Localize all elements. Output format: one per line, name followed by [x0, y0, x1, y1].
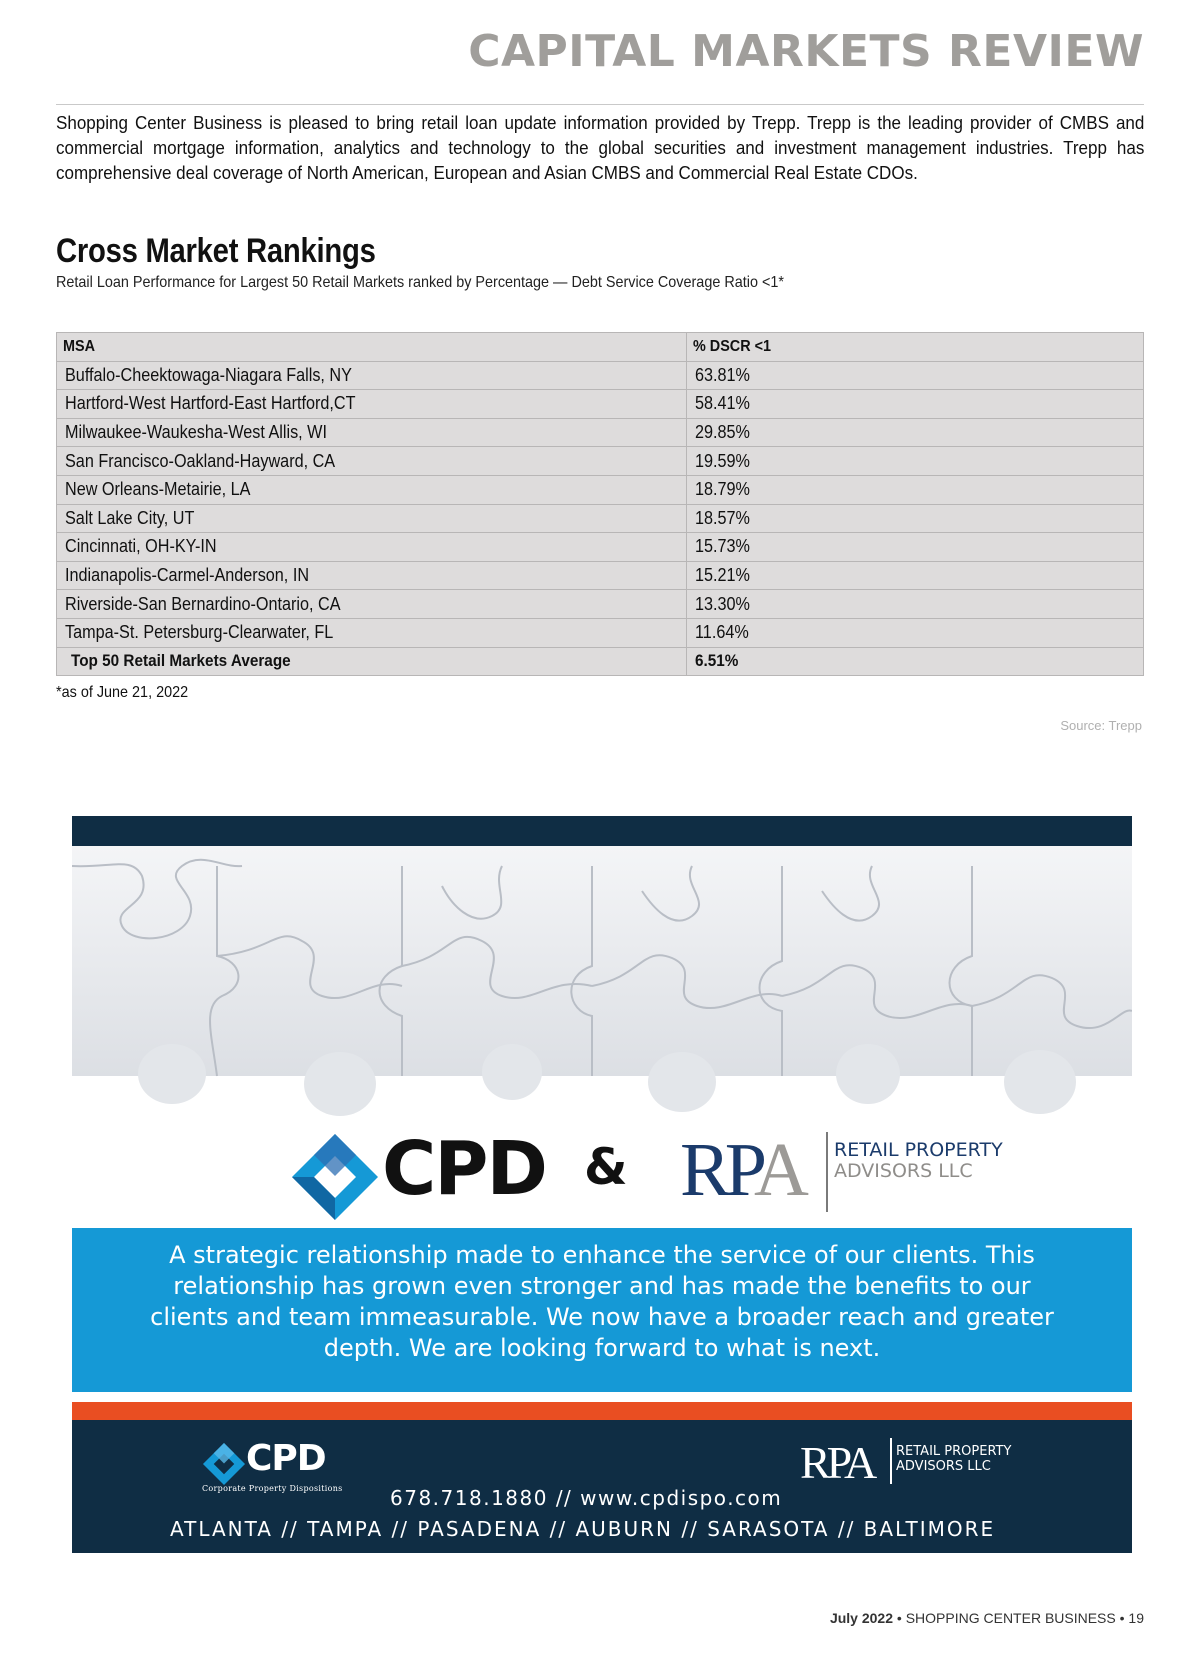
cpd-diamond-logo-icon — [290, 1132, 380, 1222]
average-label-cell: Top 50 Retail Markets Average — [57, 647, 687, 676]
cpd-wordmark: CPD — [382, 1126, 546, 1212]
average-row — [57, 647, 1144, 676]
ampersand: & — [584, 1138, 628, 1196]
msa-cell: Indianapolis-Carmel-Anderson, IN — [57, 561, 687, 590]
rpa-small-logo-mark: RPA — [800, 1437, 874, 1488]
header-divider — [56, 104, 1144, 105]
msa-cell: Riverside-San Bernardino-Ontario, CA — [57, 590, 687, 619]
cpd-small-tagline: Corporate Property Dispositions — [202, 1484, 343, 1493]
dscr-cell: 13.30% — [687, 590, 1144, 619]
source-credit: Source: Trepp — [1060, 718, 1142, 733]
dscr-cell: 18.57% — [687, 504, 1144, 533]
contact-line[interactable]: 678.718.1880 // www.cpdispo.com — [390, 1486, 783, 1510]
column-header-msa: MSA — [57, 333, 687, 362]
msa-cell: Cincinnati, OH-KY-IN — [57, 533, 687, 562]
table-row — [57, 590, 1144, 619]
rankings-table — [56, 332, 1144, 676]
msa-cell: Tampa-St. Petersburg-Clearwater, FL — [57, 618, 687, 647]
issue-date: July 2022 — [829, 1610, 894, 1626]
msa-cell: Salt Lake City, UT — [57, 504, 687, 533]
table-row — [57, 390, 1144, 419]
partner-logos — [72, 1112, 1132, 1242]
msa-cell: Hartford-West Hartford-East Hartford,CT — [57, 390, 687, 419]
ad-contact-panel — [72, 1420, 1132, 1553]
ad-top-bar — [72, 816, 1132, 846]
dscr-cell: 11.64% — [687, 618, 1144, 647]
cpd-diamond-small-icon — [202, 1442, 246, 1486]
table-row — [57, 418, 1144, 447]
dscr-cell: 58.41% — [687, 390, 1144, 419]
table-row — [57, 475, 1144, 504]
rankings-subtitle: Retail Loan Performance for Largest 50 Retail Markets ranked by Percentage — Debt Service Coverage Ratio <1* — [56, 274, 784, 291]
column-header-dscr: % DSCR <1 — [687, 333, 1144, 362]
rpa-logo-mark: RPA — [680, 1128, 803, 1212]
table-row — [57, 618, 1144, 647]
msa-cell: Milwaukee-Waukesha-West Allis, WI — [57, 418, 687, 447]
publication-and-page: • SHOPPING CENTER BUSINESS • 19 — [893, 1610, 1144, 1626]
page-footer — [830, 1610, 1144, 1626]
table-row — [57, 361, 1144, 390]
dscr-cell: 29.85% — [687, 418, 1144, 447]
table-row — [57, 447, 1144, 476]
rankings-title: Cross Market Rankings — [56, 232, 376, 270]
office-cities: ATLANTA // TAMPA // PASADENA // AUBURN // SARASOTA // BALTIMORE — [170, 1517, 996, 1541]
rpa-small-wordmark: RETAIL PROPERTY ADVISORS LLC — [896, 1444, 1012, 1474]
dscr-cell: 15.21% — [687, 561, 1144, 590]
dscr-cell: 63.81% — [687, 361, 1144, 390]
dscr-cell: 19.59% — [687, 447, 1144, 476]
dscr-cell: 15.73% — [687, 533, 1144, 562]
ad-message: A strategic relationship made to enhance the service of our clients. This relationship has grown even stronger and has made the benefits to our clients and team immeasurable. We now have a broader reach and greater depth. We are looking forward to what is next. — [72, 1228, 1132, 1392]
table-row — [57, 561, 1144, 590]
average-value-cell: 6.51% — [687, 647, 1144, 676]
table-row — [57, 533, 1144, 562]
msa-cell: New Orleans-Metairie, LA — [57, 475, 687, 504]
rpa-small-divider — [890, 1438, 892, 1484]
cpd-small-wordmark: CPD — [246, 1438, 326, 1479]
msa-cell: Buffalo-Cheektowaga-Niagara Falls, NY — [57, 361, 687, 390]
rpa-wordmark: RETAIL PROPERTY ADVISORS LLC — [834, 1139, 1003, 1182]
table-header-row — [57, 333, 1144, 362]
dscr-cell: 18.79% — [687, 475, 1144, 504]
cpd-rpa-advertisement[interactable] — [72, 816, 1132, 1553]
msa-cell: San Francisco-Oakland-Hayward, CA — [57, 447, 687, 476]
rpa-logo-divider — [826, 1132, 828, 1212]
table-row — [57, 504, 1144, 533]
ad-accent-bar — [72, 1402, 1132, 1420]
intro-paragraph: Shopping Center Business is pleased to bring retail loan update information provided by Trepp. Trepp is the leading provider of CMBS and commercial mortgage information, analytics and technology to the global securities and investment management industries. Trepp has comprehensive deal coverage of North American, European and Asian CMBS and Commercial Real Estate CDOs. — [56, 112, 1145, 183]
table-footnote: *as of June 21, 2022 — [56, 684, 189, 701]
puzzle-pieces-image — [72, 846, 1132, 1126]
page-header-title: CAPITAL MARKETS REVIEW — [468, 26, 1144, 77]
